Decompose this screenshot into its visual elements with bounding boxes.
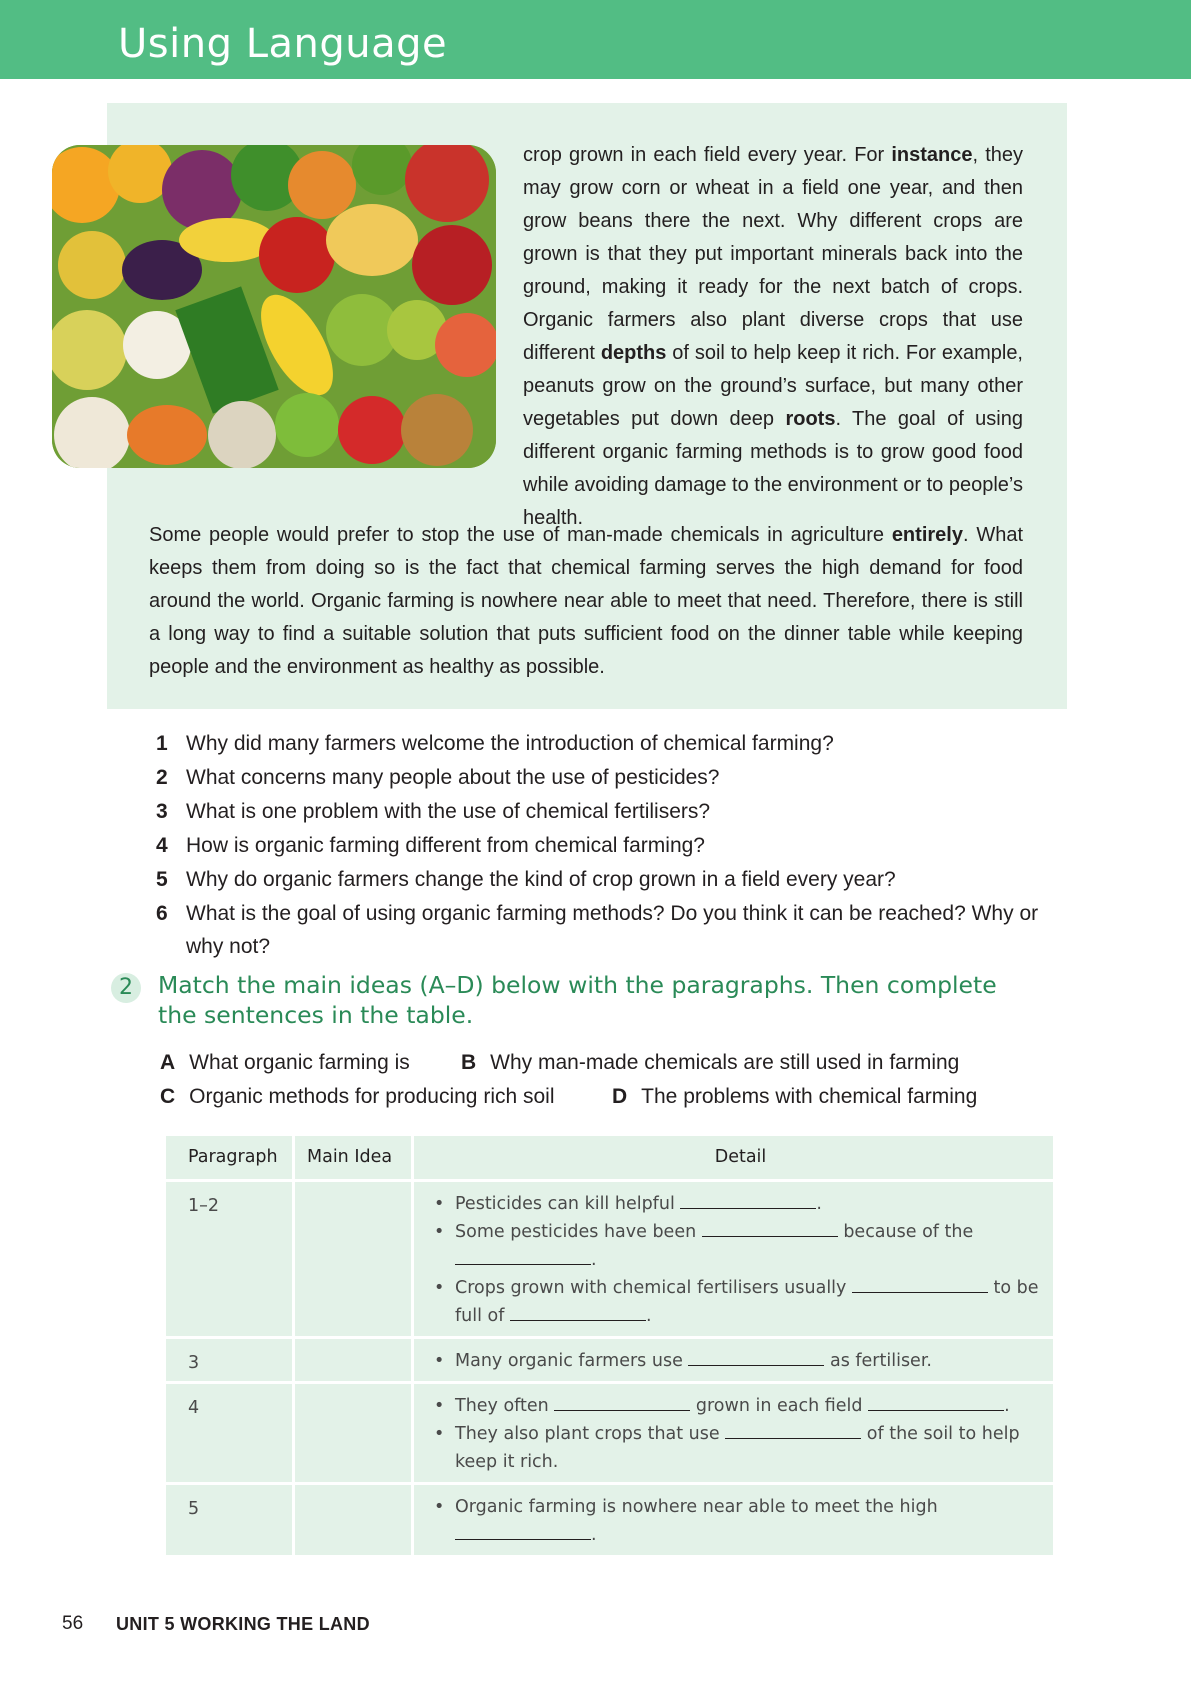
idea-letter: D [612,1085,628,1108]
main-idea-d [612,1082,977,1112]
exercise-instruction: Match the main ideas (A–D) below with the paragraphs. Then complete the sentences in the table. [158,971,997,1029]
detail-text: Organic farming is nowhere near able to meet the high . [455,1497,938,1545]
answer-blank[interactable] [688,1347,824,1366]
question-text: What is one problem with the use of chemical fertilisers? [186,800,711,823]
question-item [156,863,1056,896]
header-main-idea: Main Idea [295,1136,414,1179]
question-text: Why did many farmers welcome the introduction of chemical farming? [186,732,834,755]
bullet-icon: • [434,1194,445,1214]
question-text: How is organic farming different from chemical farming? [186,834,705,857]
main-idea-c [160,1082,555,1112]
detail-bullet [434,1274,1047,1330]
detail-text: Crops grown with chemical fertilisers usually to be full of . [455,1274,1047,1330]
answer-blank[interactable] [455,1246,591,1265]
idea-text: Why man-made chemicals are still used in farming [490,1051,960,1074]
produce-illustration [52,145,496,468]
main-idea-cell[interactable] [295,1339,414,1381]
main-idea-cell[interactable] [295,1485,414,1555]
matching-table [166,1136,1053,1558]
idea-letter: B [461,1051,477,1074]
paragraph-text: . The goal of using different organic farming methods is to grow good food while avoiding damage to the environment or to people’s health. [523,408,1023,529]
answer-blank[interactable] [510,1302,646,1321]
idea-letter: C [160,1085,176,1108]
question-number: 3 [156,800,168,823]
detail-bullet [434,1190,1047,1218]
idea-text: The problems with chemical farming [641,1085,978,1108]
reading-paragraph-continued [523,139,1023,535]
paragraph-cell: 1–2 [166,1182,295,1336]
unit-label: UNIT 5 WORKING THE LAND [116,1614,370,1634]
answer-blank[interactable] [868,1392,1004,1411]
question-item [156,897,1056,963]
comprehension-questions [156,727,1056,964]
answer-blank[interactable] [680,1190,816,1209]
question-item [156,795,1056,828]
question-text: Why do organic farmers change the kind of crop grown in a field every year? [186,868,896,891]
paragraph-cell: 4 [166,1384,295,1482]
paragraph-text: , they may grow corn or wheat in a field one year, and then grow beans there the next. Why different crops are grown is that they put important minerals back into the ground, making it ready for the next batch of crops. Organic farmers also plant diverse crops that use different [523,144,1023,364]
answer-blank[interactable] [702,1218,838,1237]
table-row [166,1485,1053,1558]
answer-blank[interactable] [554,1392,690,1411]
bullet-icon: • [434,1351,445,1371]
idea-letter: A [160,1051,176,1074]
question-text: What concerns many people about the use of pesticides? [186,766,720,789]
question-text: What is the goal of using organic farming methods? Do you think it can be reached? Why or why not? [186,902,1039,958]
table-row [166,1339,1053,1384]
detail-cell [414,1182,1053,1336]
header-paragraph: Paragraph [166,1136,295,1179]
page-title: Using Language [118,21,448,67]
paragraph-text: crop grown in each field every year. For [523,144,892,166]
detail-text: They often grown in each field . [455,1392,1047,1420]
vocabulary-word: roots [785,408,836,430]
bullet-icon: • [434,1424,445,1444]
detail-bullet [434,1392,1047,1420]
main-idea-cell[interactable] [295,1384,414,1482]
reading-paragraph-final [149,519,1023,684]
question-number: 4 [156,834,168,857]
page-number: 56 [62,1613,84,1634]
vocabulary-word: instance [891,144,973,166]
bullet-icon: • [434,1222,445,1242]
detail-text: They also plant crops that use of the soil to help keep it rich. [455,1420,1047,1476]
exercise-number-badge: 2 [111,973,141,1003]
bullet-icon: • [434,1396,445,1416]
question-number: 1 [156,732,168,755]
table-body [166,1182,1053,1558]
question-number: 2 [156,766,168,789]
answer-blank[interactable] [455,1521,591,1540]
question-number: 6 [156,902,168,925]
table-header-row [166,1136,1053,1182]
detail-cell [414,1339,1053,1381]
paragraph-cell: 5 [166,1485,295,1555]
bullet-icon: • [434,1497,445,1517]
bullet-icon: • [434,1278,445,1298]
detail-bullet [434,1347,1047,1375]
table-row [166,1182,1053,1339]
question-number: 5 [156,868,168,891]
header-detail: Detail [714,1147,767,1167]
detail-text: Some pesticides have been because of the . [455,1218,1047,1274]
answer-blank[interactable] [725,1420,861,1439]
question-item [156,727,1056,760]
detail-bullet [434,1218,1047,1274]
produce-photo [52,145,496,468]
main-idea-a [160,1048,410,1078]
detail-bullet [434,1420,1047,1476]
detail-cell [414,1485,1053,1555]
paragraph-text: Some people would prefer to stop the use of man-made chemicals in agriculture [149,524,892,546]
detail-text: Pesticides can kill helpful . [455,1190,1047,1218]
vocabulary-word: depths [600,342,667,364]
paragraph-text: of soil to help keep it rich. For example, peanuts grow on the ground’s surface, but many other vegetables put down deep [523,342,1023,430]
answer-blank[interactable] [852,1274,988,1293]
detail-bullet [434,1493,1047,1549]
paragraph-text: . What keeps them from doing so is the fact that chemical farming serves the high demand for food around the world. Organic farming is nowhere near able to meet that need. Therefore, there is still a long way to find a suitable solution that puts sufficient food on the dinner table while keeping people and the environment as healthy as possible. [149,524,1023,678]
detail-cell [414,1384,1053,1482]
paragraph-cell: 3 [166,1339,295,1381]
vocabulary-word: entirely [891,524,963,546]
idea-text: What organic farming is [189,1051,410,1074]
idea-text: Organic methods for producing rich soil [189,1085,555,1108]
question-item [156,761,1056,794]
main-idea-b [461,1048,959,1078]
main-idea-cell[interactable] [295,1182,414,1336]
question-item [156,829,1056,862]
table-row [166,1384,1053,1485]
detail-text: Many organic farmers use as fertiliser. [455,1347,1047,1375]
